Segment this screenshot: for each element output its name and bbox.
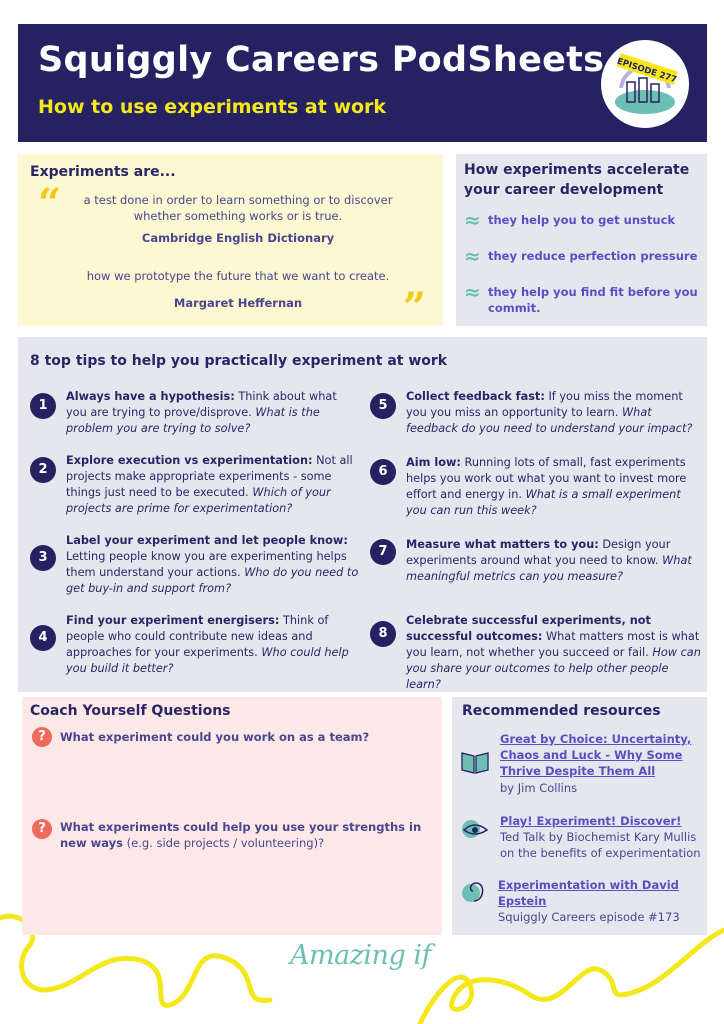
coach-question-2: What experiments could help you use your strengths in new ways (e.g. side projects / volunteering)? <box>60 820 422 850</box>
definition-quote-2: how we prototype the future that we want to create. <box>86 269 390 283</box>
resource-link-play-experiment[interactable]: Play! Experiment! Discover! <box>500 814 682 828</box>
tip-number: 5 <box>370 393 396 419</box>
question-icon: ? <box>32 819 52 839</box>
resources-title: Recommended resources <box>462 703 661 719</box>
tip-text: Measure what matters to you: Design your experiments around what you need to know. What meaningful metrics can you measure? <box>406 538 692 583</box>
wave-icon: ≈ <box>464 280 481 304</box>
page-title: Squiggly Careers PodSheets <box>38 40 605 80</box>
book-icon <box>460 749 490 775</box>
definition-box <box>18 154 443 331</box>
wave-icon: ≈ <box>464 208 481 232</box>
tip-text: Collect feedback fast: If you miss the moment you you miss an opportunity to learn. What feedback do you need to understand your impact? <box>406 390 693 435</box>
tip-text: Explore execution vs experimentation: Not all projects make appropriate experiments - some things just need to be executed. Which of your projects are prime for experimentation? <box>66 454 353 515</box>
definition-quote-1: a test done in order to learn something or to discover whether something works or is true. <box>83 193 393 223</box>
tip-number: 8 <box>370 621 396 647</box>
accelerate-box: How experiments accelerate your career development ≈ they help you to get unstuck ≈ they reduce perfection pressure ≈ they help you find fit before you commit. <box>456 154 707 326</box>
tip-number: 2 <box>30 457 56 483</box>
tip-text: Aim low: Running lots of small, fast experiments helps you work out what you want to invest more effort and energy in. What is a small experiment you can run this week? <box>406 456 687 517</box>
tip-text: Always have a hypothesis: Think about what you are trying to prove/disprove. What is the problem you are trying to solve? <box>66 390 337 435</box>
tips-box <box>18 337 707 692</box>
episode-label: EPISODE 277 <box>615 56 678 86</box>
tip-text: Label your experiment and let people know: Letting people know you are experimenting helps them understand your actions. Who do you need to get buy-in and support from? <box>66 534 359 595</box>
tip-number: 6 <box>370 459 396 485</box>
resources-box <box>452 697 707 935</box>
tip-text: Find your experiment energisers: Think of people who could contribute new ideas and approaches for your experiments. Who could help you build it better? <box>66 614 349 675</box>
definition-source-2: Margaret Heffernan <box>173 296 303 310</box>
page-header <box>18 24 707 142</box>
question-icon: ? <box>32 727 52 747</box>
accelerate-title: How experiments accelerate your career development <box>464 162 690 198</box>
tip-number: 4 <box>30 625 56 651</box>
definition-title: Experiments are... <box>30 164 176 180</box>
resource-sub: Ted Talk by Biochemist Kary Mullis on the benefits of experimentation <box>500 830 701 860</box>
tip-text: Celebrate successful experiments, not successful outcomes: What matters most is what you learn, not whether you succeed or fail. How can you share your outcomes to help other people learn? <box>406 614 701 691</box>
coach-question-1: What experiment could you work on as a team? <box>60 730 370 744</box>
amazing-if-logo: Amazing if <box>290 940 431 971</box>
resource-link-david-epstein[interactable]: Experimentation with David Epstein <box>498 878 679 908</box>
coach-box <box>22 697 442 935</box>
open-quote-icon: “ <box>38 180 62 227</box>
tips-title: 8 top tips to help you practically experiment at work <box>30 353 448 369</box>
resource-sub: Squiggly Careers episode #173 <box>498 910 680 924</box>
definition-source-1: Cambridge English Dictionary <box>141 231 335 245</box>
resource-sub: by Jim Collins <box>500 781 578 795</box>
tip-number: 7 <box>370 539 396 565</box>
tip-number: 1 <box>30 393 56 419</box>
page-subtitle: How to use experiments at work <box>38 96 387 118</box>
eye-icon <box>460 815 490 841</box>
tip-number: 3 <box>30 545 56 571</box>
episode-illustration-icon <box>601 40 689 128</box>
ear-icon <box>460 879 490 905</box>
close-quote-icon: ” <box>403 284 427 331</box>
resource-link-great-by-choice[interactable]: Great by Choice: Uncertainty, Chaos and Luck - Why Some Thrive Despite Them All <box>500 732 692 778</box>
wave-icon: ≈ <box>464 244 481 268</box>
episode-badge <box>601 40 689 128</box>
coach-title: Coach Yourself Questions <box>30 703 231 719</box>
